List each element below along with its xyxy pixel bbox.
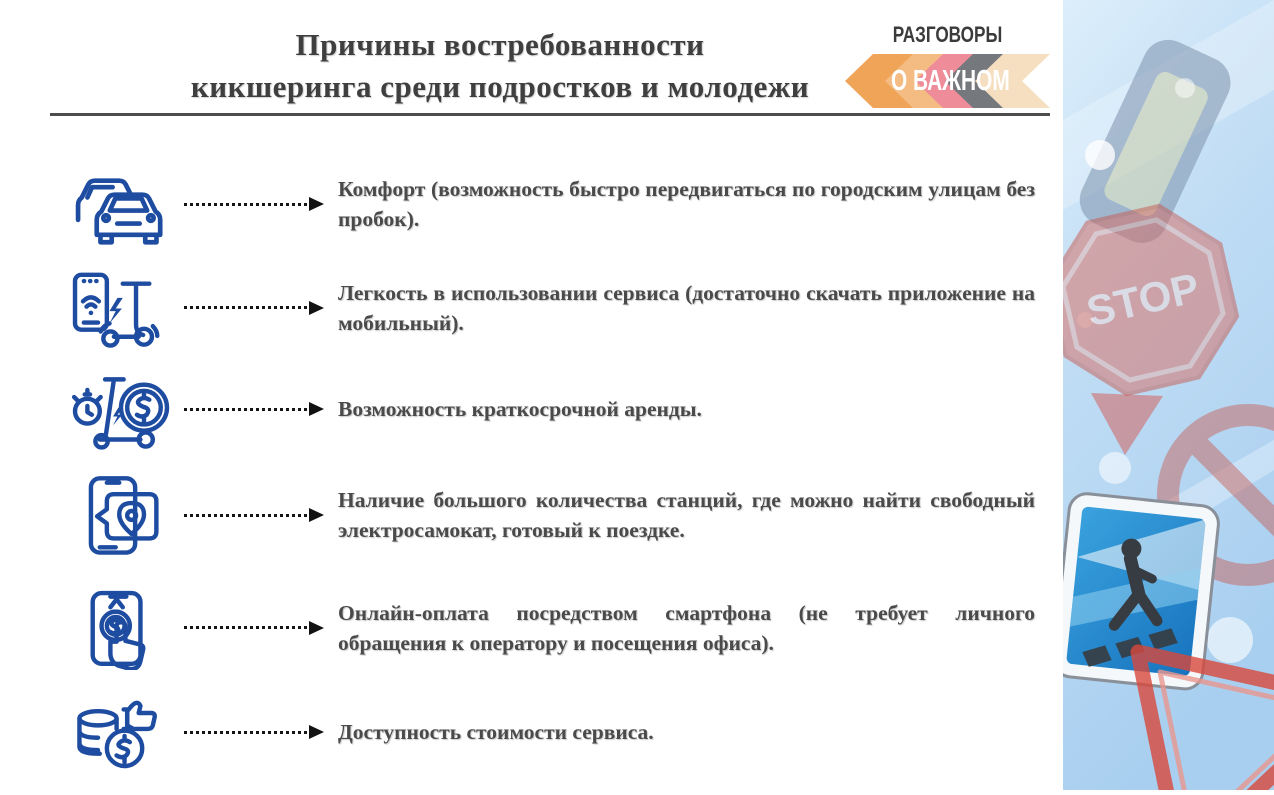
svg-text:STOP: STOP [1082, 263, 1204, 336]
phone-payment-hand-icon [62, 584, 180, 672]
reason-text: Онлайн-оплата посредством смартфона (не требует личного обращения к оператору и посещения офиса). [338, 600, 1035, 655]
title-underline [50, 113, 1050, 116]
dotted-arrow [184, 725, 324, 739]
logo-top-label: РАЗГОВОРЫ [892, 22, 1003, 47]
dotted-arrow [184, 621, 324, 635]
list-item [62, 459, 1035, 571]
dotted-arrow [184, 197, 324, 211]
reason-text: Легкость в использовании сервиса (достаточно скачать приложение на мобильный). [338, 280, 1035, 335]
list-item [62, 359, 1035, 459]
logo-arrow-banner [845, 54, 1050, 108]
title-line-2: кикшеринга среди подростков и молодежи [190, 69, 810, 104]
list-item [62, 152, 1035, 256]
arrowhead-icon [309, 402, 324, 416]
reason-text: Наличие большого количества станций, где можно найти свободный электросамокат, готовый к поездке. [338, 488, 1035, 542]
road-signs-sidebar-image [1063, 0, 1274, 790]
arrowhead-icon [309, 725, 324, 739]
dotted-arrow [184, 508, 324, 522]
arrowhead-icon [309, 508, 324, 522]
title-line-1: Причины востребованности [295, 27, 705, 62]
phone-location-pin-icon [62, 471, 180, 559]
logo-bottom-label: О ВАЖНОМ [890, 65, 1010, 97]
reason-text: Возможность краткосрочной аренды. [338, 397, 702, 421]
timer-scooter-coin-icon [62, 365, 180, 453]
phone-scooter-icon [62, 264, 180, 352]
dotted-arrow [184, 402, 324, 416]
arrowhead-icon [309, 301, 324, 315]
coins-thumbs-up-icon [62, 688, 180, 776]
list-item [62, 571, 1035, 684]
arrowhead-icon [309, 621, 324, 635]
arrowhead-icon [309, 197, 324, 211]
list-item [62, 684, 1035, 780]
list-item [62, 256, 1035, 359]
dotted-arrow [184, 301, 324, 315]
traffic-cars-icon [62, 160, 180, 248]
reason-text: Доступность стоимости сервиса. [338, 720, 654, 744]
razgovory-o-vazhnom-logo [845, 22, 1050, 108]
reason-text: Комфорт (возможность быстро передвигаться по городским улицам без пробок). [338, 177, 1035, 231]
reasons-list [0, 152, 1063, 780]
